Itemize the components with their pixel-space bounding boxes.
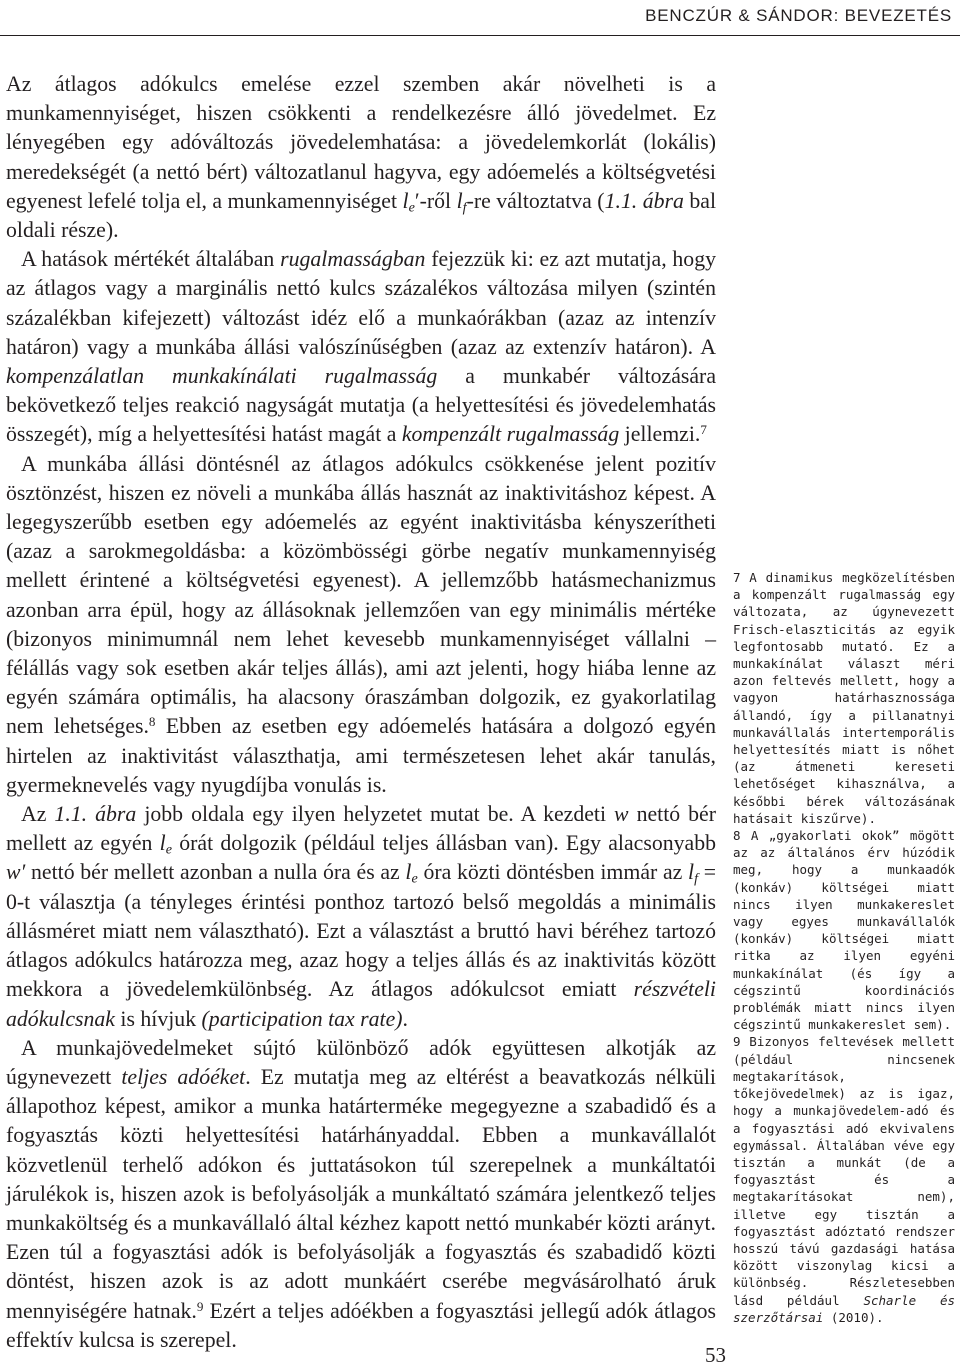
footnote-marker: 7 — [700, 422, 707, 438]
emphasis: (participation tax rate) — [201, 1006, 403, 1031]
footnote-9: 9 Bizonyos feltevések mellett (például nincsenek megtakarítások, tőkejövedelmek) az is igaz, hogy a munkajövedelem-adó és a fogyasztási adó ekvivalens egymással. Általában véve egy tisztán a munkát (de a fogyasztást és a megtakarításokat nem), illetve egy tisztán a fogyasztást adóztató rendszer hosszú távú gazdasági hatása között viszonylag kicsi a különbség. Részletesebben lásd például Scharle és szerzőtársai (2010). — [733, 1034, 955, 1325]
footnote-marker: 8 — [148, 714, 156, 730]
page-number: 53 — [705, 1343, 726, 1367]
header-rule — [0, 35, 960, 36]
footnote-marker: 9 — [196, 1298, 204, 1314]
citation: Scharle és szerzőtársai — [733, 1292, 955, 1325]
main-text-column — [6, 70, 716, 1355]
figure-reference: 1.1. ábra — [54, 802, 137, 827]
paragraph-1: Az átlagos adókulcs emelése ezzel szemben akár növelheti is a munkamennyiséget, hiszen csökkenti a rendelkezésre álló jövedelmet. Ez lényegében egy adóváltozás jövedelemhatása: a jövedelemkorlát (lokális) meredekségét (a nettó bért) változatlanul hagyva, egy adóemelés a költségvetési egyenest lefelé tolja el, a munkamennyiséget $l_e'$-ről $l_f-re$ változtatva (1.1. ábra bal oldali része). — [6, 72, 716, 243]
sidenotes-column — [733, 569, 955, 1326]
emphasis: teljes adóéket — [121, 1064, 246, 1089]
emphasis: kompenzált rugalmasság — [401, 422, 620, 447]
emphasis: részvételi adókulcsnak — [6, 977, 716, 1031]
paragraph-3: A munkába állási döntésnél az átlagos adókulcs csökkenése jelent pozitív ösztönzést, hiszen ez növeli a munkába állás hasznát az inaktivitáshoz képest. A legegyszerűbb esetben egy adóemelés az egyént inaktivitásba kényszerítheti (azaz a sarokmegoldásba: a közömbösségi görbe negatív munkamennyiség mellett érintené a költségvetési egyenest). A jellemzőbb hatásmechanizmus azonban arra épül, hogy az állásoknak jellemzően van egy minimális mértéke (bizonyos minimumnál nem lehet kevesebb munkamennyiséget vállalni – félállás vagy sok esetben akár teljes állás), ami azt jelenti, hogy hiába lenne az egyén számára optimális, ha alacsony óraszámban dolgozik, ez gyakorlatilag nem lehetséges.$^8$ Ebben az esetben egy adóemelés hatására a dolgozó egyén hirtelen az inaktivitást választhatja, ami természetesen lehet akár tanulás, gyermeknevelés vagy nyugdíjba vonulás is. — [6, 451, 716, 797]
footnote-7: 7 A dinamikus megközelítésben a kompenzált rugalmasság egy változata, az úgynevezett Frisch-elaszticitás az egyik legfontosabb mutató. Ez a munkakínálat választ méri azon feltevés mellett, hogy a vagyon határhasznossága állandó, így a pillanatnyi munkavállalás intertemporális helyettesítés miatt is nőhet (az átmeneti kereseti lehetőséget kihasználva, a későbbi bérek változásának hatásait kiszűrve). — [733, 570, 955, 826]
figure-reference: 1.1. ábra — [604, 188, 684, 213]
footnote-8: 8 A „gyakorlati okok” mögött az az általános érv húzódik meg, hogy a munkaadók (konkáv) költségei miatt nincs ilyen munkakereslet vagy egyes munkavállalók (konkáv) költségei miatt ritka az ilyen egyéni munkakínálat (és így a cégszintű koordinációs problémák miatt nincs ilyen cégszintű munkakereslet sem). — [733, 828, 955, 1033]
emphasis: rugalmasságban — [280, 247, 426, 272]
paragraph-2: A hatások mértékét általában rugalmasságban fejezzük ki: ez azt mutatja, hogy az átlagos vagy a marginális nettó kulcs százalékos változása milyen (szintén százalékban kifejezett) változást idéz elő a munkaórákban (azaz az intenzív határon) vagy a munkába állási valószínűségben (azaz az extenzív határon). A kompenzálatlan munkakínálati rugalmasság a munkabér változására bekövetkező teljes reakció nagyságát mutatja (a helyettesítési és jövedelemhatás összegét), míg a helyettesítési hatást magát a kompenzált rugalmasság jellemzi.$^7$ — [6, 247, 717, 447]
paragraph-4: Az 1.1. ábra jobb oldala egy ilyen helyzetet mutat be. A kezdeti w nettó bér mellett az egyén $l_e$ órát dolgozik (például teljes állásban van). Egy alacsonyabb w′ nettó bér mellett azonban a nulla óra és az $l_e$ óra közti döntésben immár az $l_f = 0-t$ választja (a tényleges érintési ponthoz tartozó belső megoldás a minimális állásméret miatt nem választható). Ezt a választást a bruttó havi béréhez tartozó átlagos adókulcs határozza meg, azaz hogy a teljes állás és az inaktivitás között mekkora a jövedelemkülönbség. Az átlagos adókulcsot emiatt részvételi adókulcsnak is hívjuk (participation tax rate). — [6, 802, 716, 1031]
paragraph-5: A munkajövedelmeket sújtó különböző adók együttesen alkotják az úgynevezett teljes adóéket. Ez mutatja meg az eltérést a beavatkozás nélküli állapothoz képest, amikor a munka határterméke megegyezne a szabadidő és a fogyasztás közti helyettesítési határhányaddal. Ebben a munkavállalót közvetlenül terhelő adókon és juttatásokon túl szerepelnek a munkáltatói járulékok is, hiszen azok is befolyásolják a munkáltató számára jelentkező teljes munkaköltség és a munkavállaló által kézhez kapott nettó munkabér közti arányt. Ezen túl a fogyasztási adók is befolyásolják a fogyasztás és szabadidő közti döntést, hiszen azok is az adott munkáért cserébe megvásárolható áruk mennyiségére hatnak.$^9$ Ezért a teljes adóékben a fogyasztási jellegű adók átlagos effektív kulcsa is szerepel. — [6, 1035, 716, 1352]
emphasis: kompenzálatlan munkakínálati rugalmasság — [6, 364, 438, 389]
running-header: BENCZÚR & SÁNDOR: BEVEZETÉS — [645, 6, 952, 25]
